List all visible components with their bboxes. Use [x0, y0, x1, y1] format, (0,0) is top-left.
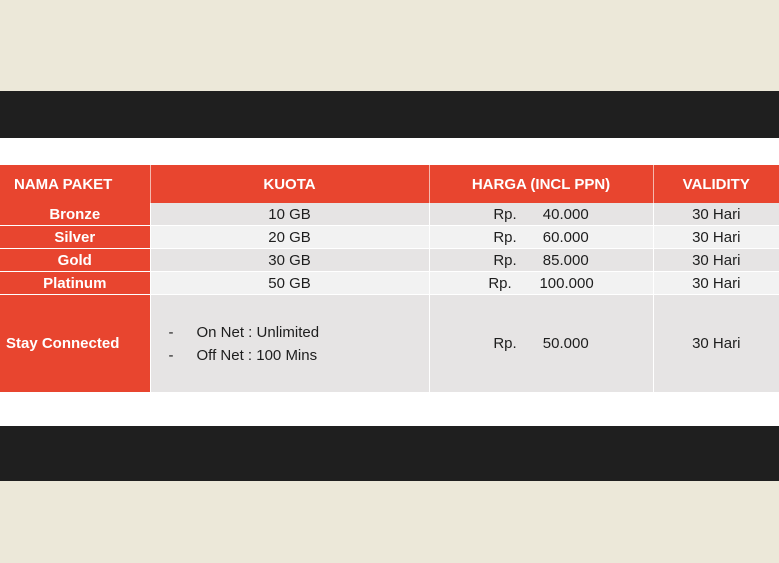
currency: Rp. — [493, 205, 517, 223]
package-price — [429, 295, 653, 393]
package-table — [0, 165, 779, 393]
currency: Rp. — [493, 335, 517, 352]
package-validity: 30 Hari — [653, 203, 779, 226]
amount: 50.000 — [542, 335, 589, 352]
table-row — [0, 249, 779, 272]
package-quota: 10 GB — [150, 203, 429, 226]
package-validity: 30 Hari — [653, 249, 779, 272]
bottom-dark-band — [0, 426, 779, 481]
header-name: NAMA PAKET — [0, 165, 150, 203]
quota-item-text: On Net : Unlimited — [196, 323, 320, 341]
amount: 40.000 — [542, 205, 589, 223]
top-dark-band — [0, 91, 779, 138]
package-quota: 50 GB — [150, 272, 429, 295]
amount: 100.000 — [539, 274, 594, 292]
header-validity: VALIDITY — [653, 165, 779, 203]
table-row — [0, 272, 779, 295]
package-validity: 30 Hari — [653, 226, 779, 249]
header-quota: KUOTA — [150, 165, 429, 203]
dash-bullet: - — [168, 323, 174, 341]
package-quota: 30 GB — [150, 249, 429, 272]
list-item — [169, 344, 429, 367]
package-quota: 20 GB — [150, 226, 429, 249]
package-quota — [150, 295, 429, 393]
package-name: Platinum — [0, 272, 150, 295]
table-row-special — [0, 295, 779, 393]
currency: Rp. — [493, 228, 517, 246]
table-row — [0, 203, 779, 226]
package-validity: 30 Hari — [653, 272, 779, 295]
quota-list — [151, 321, 429, 367]
list-item — [169, 321, 429, 344]
slide-content — [0, 138, 779, 426]
header-price: HARGA (INCL PPN) — [429, 165, 653, 203]
currency: Rp. — [488, 274, 512, 292]
package-price — [429, 203, 653, 226]
package-price — [429, 226, 653, 249]
amount: 85.000 — [542, 251, 589, 269]
package-validity: 30 Hari — [653, 295, 779, 393]
package-price — [429, 249, 653, 272]
quota-item-text: Off Net : 100 Mins — [196, 346, 318, 364]
table-row — [0, 226, 779, 249]
package-name: Stay Connected — [0, 295, 150, 393]
table-header-row — [0, 165, 779, 203]
currency: Rp. — [493, 251, 517, 269]
amount: 60.000 — [542, 228, 589, 246]
package-name: Bronze — [0, 203, 150, 226]
package-name: Gold — [0, 249, 150, 272]
package-price — [429, 272, 653, 295]
package-name: Silver — [0, 226, 150, 249]
dash-bullet: - — [168, 346, 174, 364]
